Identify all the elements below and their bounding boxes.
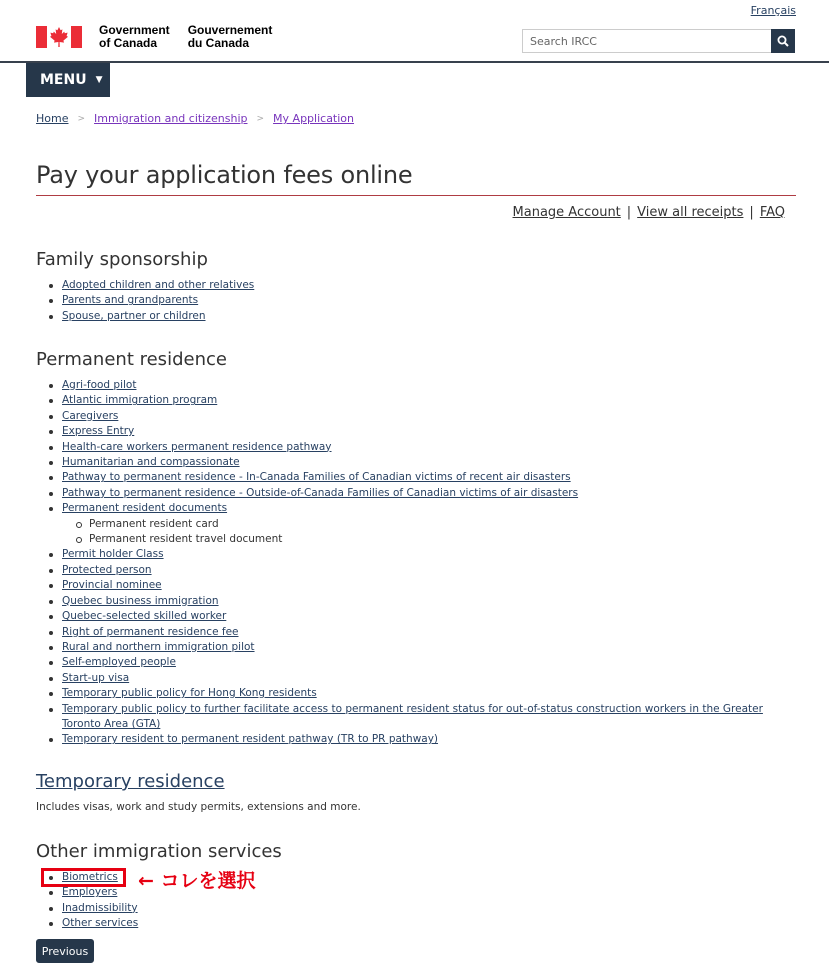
- link-separator: |: [626, 205, 632, 220]
- list-item: [62, 563, 802, 578]
- search-icon: [777, 35, 789, 47]
- temporary-residence-description: Includes visas, work and study permits, extensions and more.: [36, 801, 361, 813]
- list-item: [62, 440, 802, 455]
- permanent-link[interactable]: Pathway to permanent residence - In-Canada Families of Canadian victims of recent air disasters: [62, 471, 571, 484]
- list-item: [62, 309, 254, 324]
- list-item: [62, 278, 254, 293]
- list-item: [62, 885, 138, 900]
- search-bar: [522, 29, 795, 53]
- header-divider: [0, 61, 829, 63]
- other-services-link[interactable]: Other services: [62, 917, 139, 930]
- sub-list-item: Permanent resident travel document: [89, 532, 802, 547]
- breadcrumb-home[interactable]: Home: [36, 112, 69, 125]
- permanent-link[interactable]: Self-employed people: [62, 656, 176, 669]
- permanent-link[interactable]: Provincial nominee: [62, 579, 162, 592]
- previous-button[interactable]: Previous: [36, 939, 94, 963]
- list-item: [62, 640, 802, 655]
- permanent-documents-sublist: [89, 517, 802, 548]
- language-toggle-link[interactable]: Français: [750, 4, 796, 17]
- family-link[interactable]: Adopted children and other relatives: [62, 279, 255, 291]
- search-input[interactable]: [522, 29, 771, 53]
- permanent-link[interactable]: Quebec business immigration: [62, 594, 219, 607]
- permanent-link[interactable]: Express Entry: [62, 425, 135, 438]
- sub-list-item: Permanent resident card: [89, 517, 802, 532]
- view-receipts-link[interactable]: View all receipts: [637, 205, 744, 220]
- government-of-canada-logo[interactable]: [36, 24, 290, 50]
- list-item: [62, 486, 802, 501]
- account-links: [513, 205, 785, 220]
- permanent-link[interactable]: Agri-food pilot: [62, 379, 137, 391]
- chevron-down-icon: ▼: [95, 75, 103, 85]
- breadcrumb-my-application[interactable]: My Application: [273, 112, 355, 125]
- family-sponsorship-list: [62, 278, 254, 324]
- page-title: Pay your application fees online: [36, 161, 796, 196]
- list-item: [62, 578, 802, 593]
- link-separator: |: [749, 205, 754, 220]
- list-item: [62, 594, 802, 609]
- list-item: [62, 625, 802, 640]
- list-item: [62, 409, 802, 424]
- family-link[interactable]: Spouse, partner or children: [62, 309, 206, 322]
- biometrics-link[interactable]: Biometrics: [62, 871, 118, 883]
- breadcrumb-immigration[interactable]: Immigration and citizenship: [94, 112, 248, 125]
- list-item: [62, 455, 802, 470]
- gov-name-english: Government of Canada: [99, 23, 170, 50]
- permanent-link[interactable]: Quebec-selected skilled worker: [62, 610, 227, 623]
- permanent-link[interactable]: Start-up visa: [62, 671, 130, 684]
- list-item: [62, 378, 802, 393]
- canada-flag-icon: [36, 26, 82, 48]
- manage-account-link[interactable]: Manage Account: [512, 205, 621, 220]
- list-item: [62, 609, 802, 624]
- permanent-link[interactable]: Pathway to permanent residence - Outside-of-Canada Families of Canadian victims of air disasters: [62, 486, 579, 499]
- family-sponsorship-heading: Family sponsorship: [36, 249, 208, 270]
- permanent-link[interactable]: Rural and northern immigration pilot: [62, 640, 255, 653]
- permanent-link[interactable]: Permanent resident documents: [62, 502, 228, 515]
- list-item: [62, 424, 802, 439]
- list-item: [62, 470, 802, 485]
- list-item: [62, 702, 802, 733]
- search-button[interactable]: [771, 29, 795, 53]
- permanent-link[interactable]: Caregivers: [62, 409, 119, 422]
- permanent-link[interactable]: Right of permanent residence fee: [62, 625, 239, 638]
- list-item: [62, 901, 138, 916]
- permanent-link[interactable]: Humanitarian and compassionate: [62, 456, 240, 469]
- temporary-residence-link[interactable]: Temporary residence: [36, 771, 225, 792]
- list-item: [62, 547, 802, 562]
- permanent-link[interactable]: Health-care workers permanent residence pathway: [62, 440, 332, 453]
- biometrics-highlight-box: [41, 868, 126, 887]
- temporary-residence-heading: [36, 771, 225, 792]
- list-item: [62, 501, 802, 547]
- list-item: [62, 916, 138, 931]
- employers-link[interactable]: Employers: [62, 886, 118, 899]
- menu-button[interactable]: MENU ▼: [26, 63, 110, 97]
- breadcrumb: [36, 112, 354, 125]
- other-services-heading: Other immigration services: [36, 841, 282, 862]
- list-item: [62, 686, 802, 701]
- inadmissibility-link[interactable]: Inadmissibility: [62, 901, 138, 914]
- list-item: [62, 293, 254, 308]
- permanent-residence-list: [62, 378, 802, 748]
- annotation-callout: ← コレを選択: [138, 870, 256, 892]
- permanent-link[interactable]: Temporary public policy for Hong Kong residents: [62, 687, 317, 700]
- faq-link[interactable]: FAQ: [759, 205, 785, 220]
- list-item: [62, 671, 802, 686]
- permanent-link[interactable]: Permit holder Class: [62, 548, 164, 561]
- permanent-link[interactable]: Atlantic immigration program: [62, 394, 218, 407]
- gov-name-french: Gouvernement du Canada: [187, 23, 273, 50]
- permanent-link[interactable]: Protected person: [62, 563, 152, 576]
- breadcrumb-separator-icon: >: [77, 113, 86, 124]
- permanent-link[interactable]: Temporary public policy to further facilitate access to permanent resident status for out-of-status construction workers in the Greater Toronto Area (GTA): [62, 702, 763, 730]
- list-item: [62, 393, 802, 408]
- list-item: [62, 732, 802, 747]
- breadcrumb-separator-icon: >: [256, 113, 265, 124]
- permanent-link[interactable]: Temporary resident to permanent resident pathway (TR to PR pathway): [62, 733, 439, 746]
- permanent-residence-heading: Permanent residence: [36, 349, 227, 370]
- family-link[interactable]: Parents and grandparents: [62, 294, 199, 307]
- list-item: [62, 655, 802, 670]
